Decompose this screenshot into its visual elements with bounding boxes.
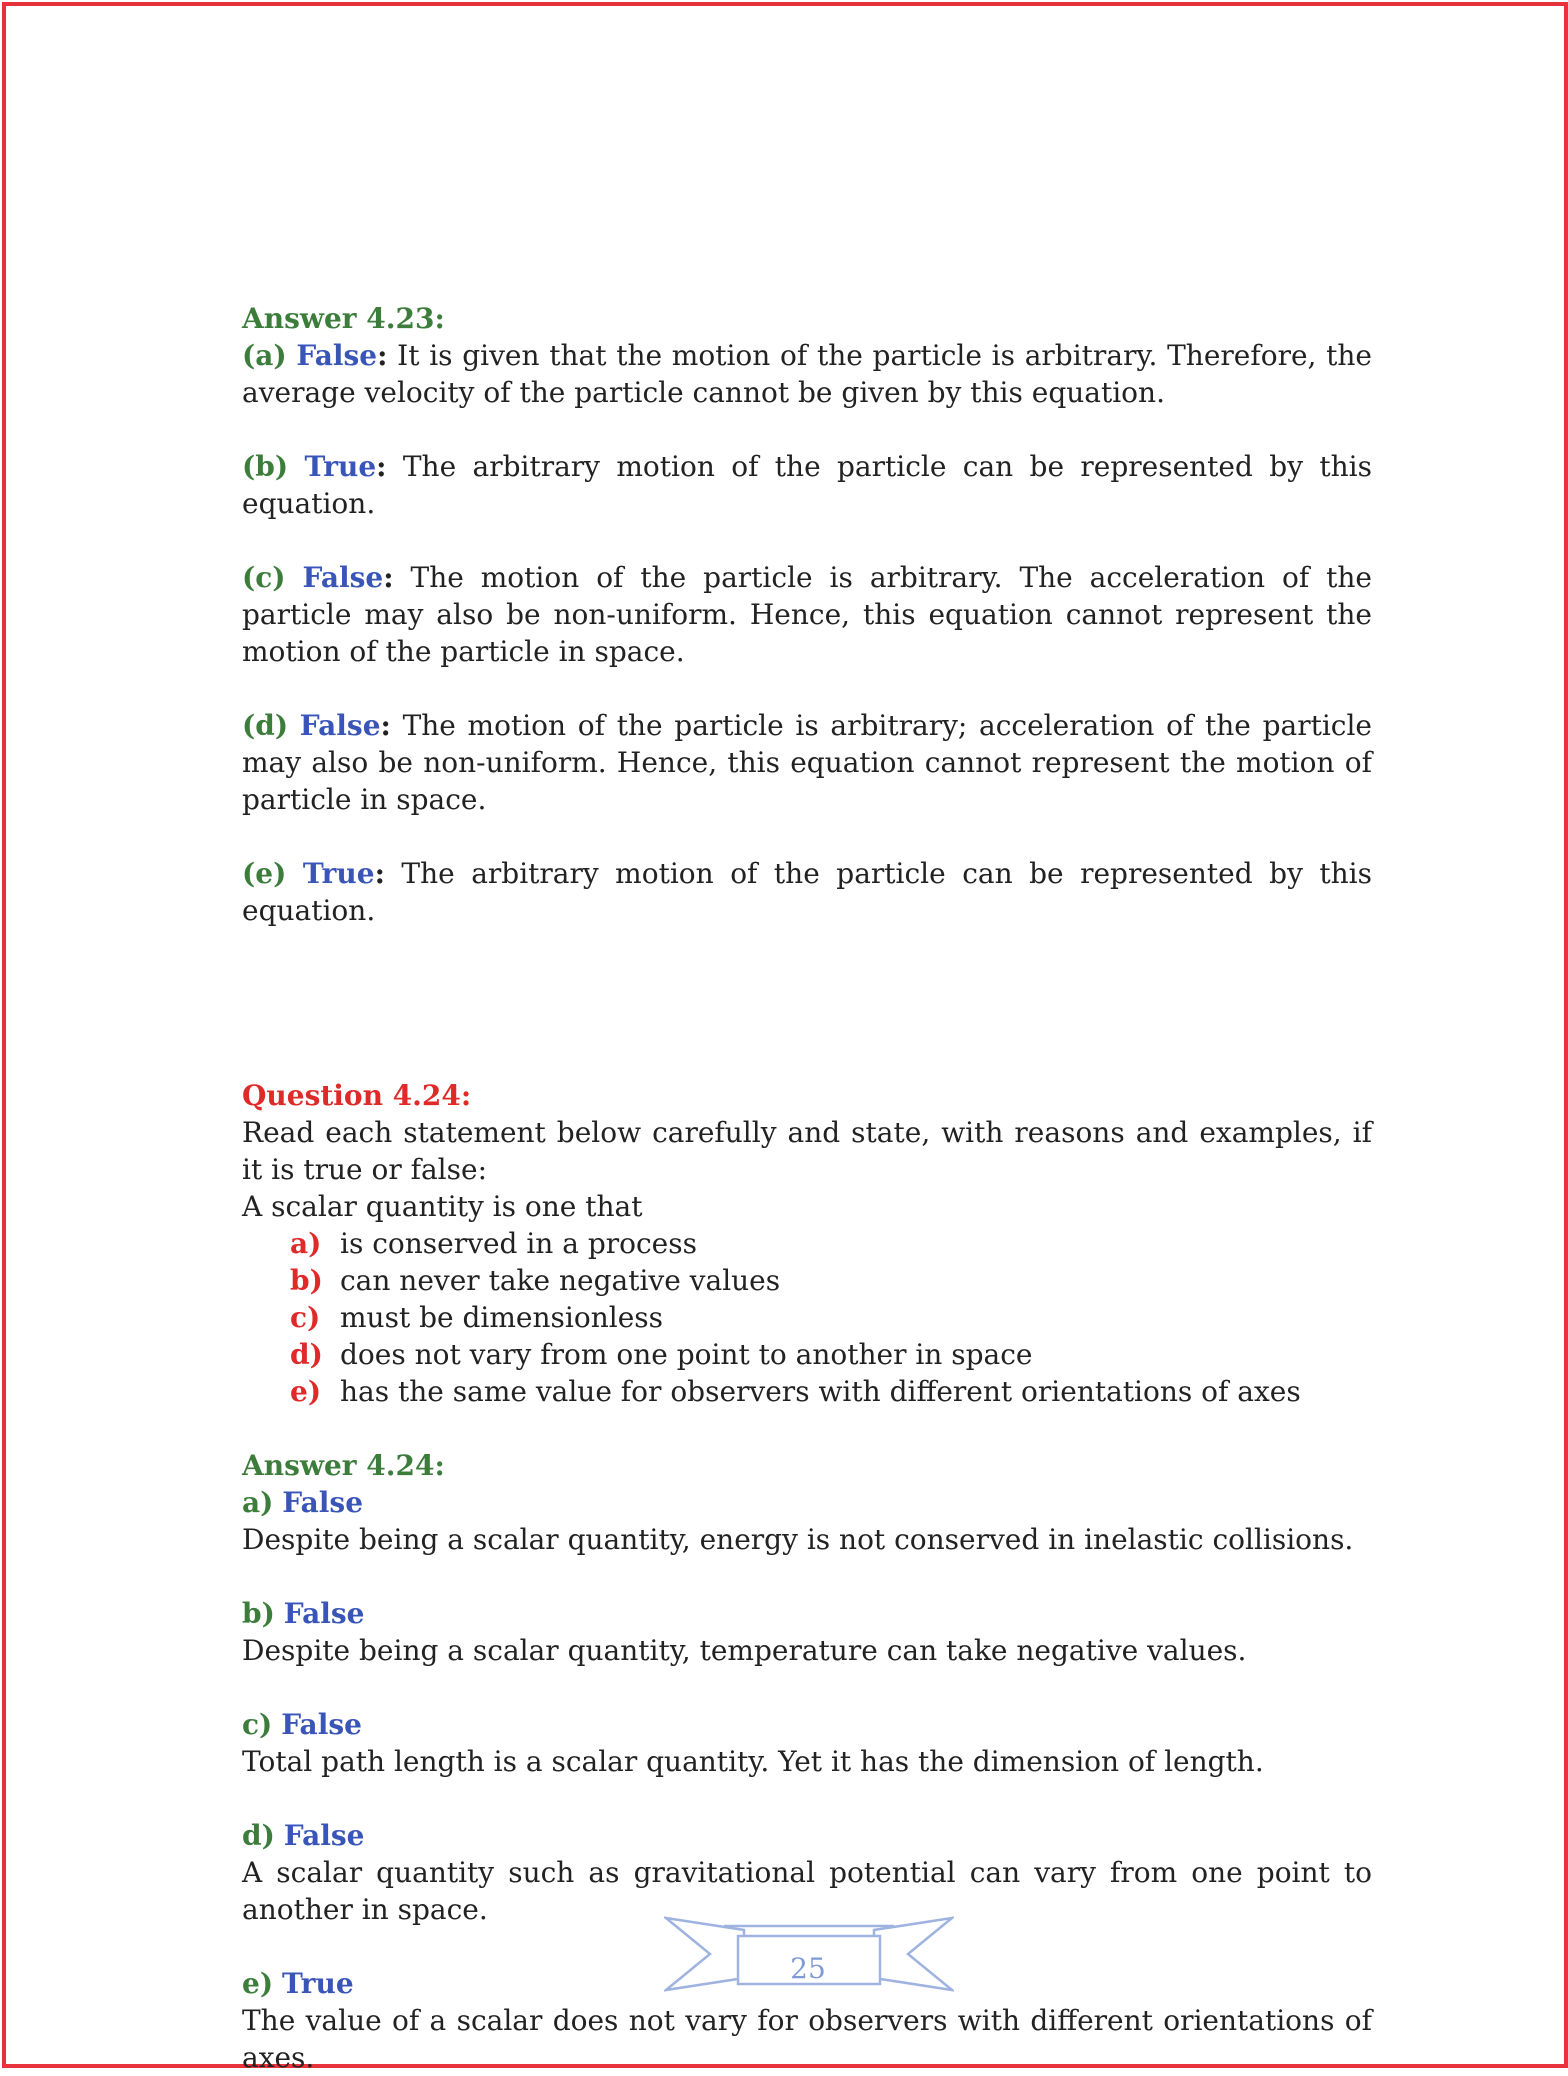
answer-423-item-e: (e) True: The arbitrary motion of the particle can be represented by this equation. xyxy=(242,857,1373,927)
item-verdict: True xyxy=(304,450,377,483)
item-label: (b) xyxy=(242,450,289,483)
option-text: has the same value for observers with different orientations of axes xyxy=(340,1375,1301,1408)
item-text: The motion of the particle is arbitrary; acceleration of the particle may also be non-uniform. Hence, this equation cannot represent the motion of particle in space. xyxy=(242,709,1373,816)
item-text: The arbitrary motion of the particle can be represented by this equation. xyxy=(242,857,1373,927)
item-label: c) xyxy=(242,1708,273,1741)
answer-424-heading: Answer 4.24: xyxy=(242,1449,445,1482)
option-letter: a) xyxy=(290,1227,322,1260)
page-number: 25 xyxy=(790,1952,826,1985)
option-item xyxy=(290,1225,1372,1262)
answer-423-item-c: (c) False: The motion of the particle is arbitrary. The acceleration of the particle may also be non-uniform. Hence, this equation cannot represent the motion of the particle in space. xyxy=(242,561,1372,668)
option-letter: c) xyxy=(290,1301,321,1334)
item-label: (e) xyxy=(242,857,287,890)
answer-423-item-b: (b) True: The arbitrary motion of the particle can be represented by this equation. xyxy=(242,450,1372,520)
item-label: b) xyxy=(242,1597,275,1630)
item-verdict: True xyxy=(281,1967,354,2000)
option-text: must be dimensionless xyxy=(340,1301,664,1334)
answer-424-item-a xyxy=(242,1484,1372,1558)
item-text: The value of a scalar does not vary for observers with different orientations of axes. xyxy=(242,2004,1372,2074)
item-verdict: False xyxy=(283,1597,365,1630)
option-item xyxy=(290,1373,1372,1410)
item-label: d) xyxy=(242,1819,275,1852)
answer-424-item-c xyxy=(242,1706,1372,1780)
question-424-heading: Question 4.24: xyxy=(242,1079,472,1112)
option-item xyxy=(290,1262,1372,1299)
item-text: Total path length is a scalar quantity. Yet it has the dimension of length. xyxy=(242,1745,1264,1778)
item-text: It is given that the motion of the particle is arbitrary. Therefore, the average velocity of the particle cannot be given by this equation. xyxy=(242,339,1373,409)
option-item xyxy=(290,1299,1372,1336)
section-spacer xyxy=(242,1410,1372,1447)
option-text: can never take negative values xyxy=(340,1264,781,1297)
item-label: a) xyxy=(242,1486,274,1519)
page-content xyxy=(242,300,1372,2076)
section-spacer xyxy=(242,929,1372,1077)
option-text: is conserved in a process xyxy=(340,1227,697,1260)
item-verdict: False xyxy=(283,1819,365,1852)
item-text: Despite being a scalar quantity, energy is not conserved in inelastic collisions. xyxy=(242,1523,1354,1556)
option-item xyxy=(290,1336,1372,1373)
option-letter: e) xyxy=(290,1375,322,1408)
item-label: (d) xyxy=(242,709,289,742)
question-424-lead: A scalar quantity is one that xyxy=(242,1190,643,1223)
question-424-intro: Read each statement below carefully and state, with reasons and examples, if it is true or false: xyxy=(242,1116,1372,1186)
item-text: The arbitrary motion of the particle can be represented by this equation. xyxy=(242,450,1372,520)
item-label: (a) xyxy=(242,339,287,372)
answer-423-heading: Answer 4.23: xyxy=(242,302,445,335)
answer-423-item-d: (d) False: The motion of the particle is arbitrary; acceleration of the particle may also be non-uniform. Hence, this equation cannot represent the motion of particle in space. xyxy=(242,709,1373,816)
item-verdict: False xyxy=(282,1486,364,1519)
item-text: Despite being a scalar quantity, temperature can take negative values. xyxy=(242,1634,1247,1667)
item-label: (c) xyxy=(242,561,286,594)
item-verdict: False xyxy=(302,561,384,594)
question-424-options xyxy=(290,1225,1372,1410)
item-text: The motion of the particle is arbitrary. The acceleration of the particle may also be non-uniform. Hence, this equation cannot represent the motion of the particle in space. xyxy=(242,561,1372,668)
option-text: does not vary from one point to another in space xyxy=(340,1338,1033,1371)
option-letter: d) xyxy=(290,1338,323,1371)
answer-424-item-b xyxy=(242,1595,1372,1669)
item-verdict: False xyxy=(296,339,378,372)
option-letter: b) xyxy=(290,1264,323,1297)
item-verdict: True xyxy=(302,857,375,890)
answer-424-item-d xyxy=(242,1817,1372,1928)
item-label: e) xyxy=(242,1967,274,2000)
answer-423-item-a: (a) False: It is given that the motion of the particle is arbitrary. Therefore, the average velocity of the particle cannot be given by this equation. xyxy=(242,339,1373,409)
item-verdict: False xyxy=(281,1708,362,1741)
item-verdict: False xyxy=(299,709,381,742)
item-text: A scalar quantity such as gravitational potential can vary from one point to another in space. xyxy=(242,1856,1372,1926)
